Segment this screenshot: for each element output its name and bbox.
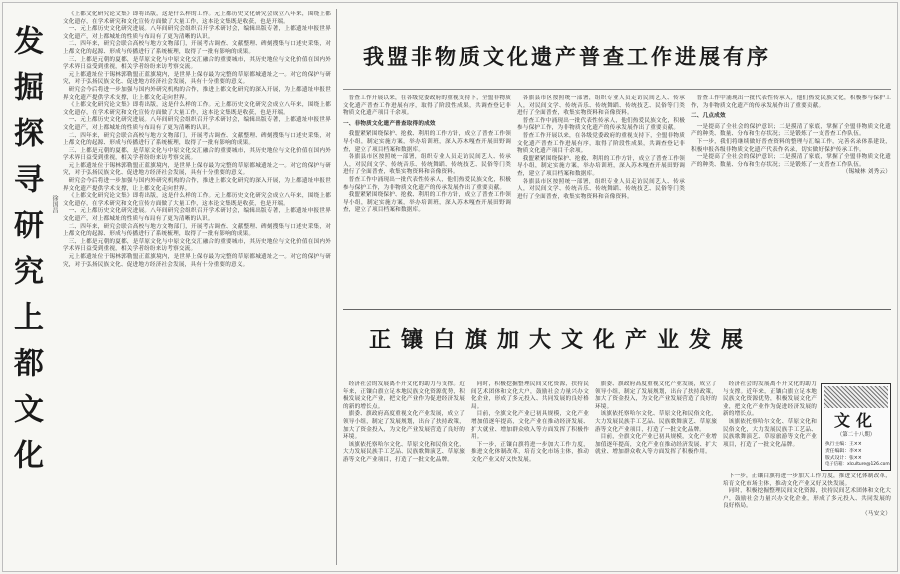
newspaper-page — [2, 2, 898, 572]
paragraph: 普查工作中涌现出一批代表性传承人，他们热爱民族文化，积极参与保护工作，为非物质文化遗产的传承发展作出了重要贡献。 — [691, 95, 891, 109]
paragraph: 经济社会的发展离不开文化的助力与支撑。近年来，正镶白旗立足本地民族文化资源优势，积极发展文化产业，把文化产业作为促进经济发展的新的增长点。 — [343, 381, 465, 410]
paragraph: 元上都遗址位于锡林郭勒盟正蓝旗境内，是世界上保存最为完整的草原都城遗址之一。对它的保护与研究，对于弘扬民族文化、促进地方经济社会发展，具有十分重要的意义。 — [63, 162, 331, 177]
paragraph: 目前，全旗文化产业已初具规模，文化产业增加值逐年提高，文化产业在推动经济发展、扩大就业、增加群众收入等方面发挥了积极作用。 — [595, 434, 717, 456]
paragraph: 该旗依托察哈尔文化、草原文化和民俗文化，大力发展民族手工艺品、民族歌舞演艺、草原旅游等文化产业项目，打造了一批文化品牌。 — [343, 441, 465, 463]
paragraph: 一是提高了全社会的保护意识；二是摸清了家底，掌握了全盟非物质文化遗产的种类、数量、分布和生存状况；三是锻炼了一支普查工作队伍。 — [691, 154, 891, 168]
top-article-col-3 — [691, 95, 891, 305]
paragraph: 旗委、旗政府高度重视文化产业发展，成立了领导小组，制定了发展规划，出台了扶持政策，加大了资金投入，为文化产业发展营造了良好的环境。 — [343, 411, 465, 441]
paragraph: 三、上都是元朝的夏都，是草原文化与中原文化交汇融合的重要城市，其历史地位与文化价值在国内外学术界日益受到重视，相关学者纷纷来访考察交流。 — [63, 147, 331, 162]
bottom-article-col-2 — [471, 381, 589, 567]
paragraph: 该旗依托察哈尔文化、草原文化和民俗文化，大力发展民族手工艺品、民族歌舞演艺、草原旅游等文化产业项目，打造了一批文化品牌。 — [723, 418, 817, 448]
paragraph: 一、元上都历史文化研究进展。八年间研究会组织召开学术研讨会，编辑出版专著，上都遗址申报世界文化遗产，对上都城址的性质与布局有了更为清晰的认识。 — [63, 208, 331, 223]
paragraph: 《上都文化研究论文集》即将出版，这是什么样的工作。元上都历史文化研究会成立八年来，围绕上都文化遗存，在学术研究和文化宣传方面做了大量工作，这本论文集既是收获，也是开端。 — [63, 11, 331, 25]
paragraph: 二、四年来，研究会联合高校与地方文物部门，开展考古调查、文献整理、碑刻搜集与口述史采集，对上都文化的起源、形成与传播进行了系统梳理，取得了一批有影响的成果。 — [63, 41, 331, 55]
bottom-article-col-3 — [595, 381, 717, 567]
paragraph: 各旗县市区按照统一部署，组织专业人员走访民间艺人、传承人，对民间文学、传统音乐、传统舞蹈、传统技艺、民俗等门类进行了全面普查，收集实物资料和音像资料。 — [343, 154, 511, 176]
subheading: 一、非物质文化遗产普查取得的成效 — [343, 120, 436, 127]
paragraph: 我盟紧紧围绕保护、抢救、利用的工作方针，成立了普查工作领导小组，制定实施方案，举办培训班，深入苏木嘎查开展田野调查，建立了项目档案和数据库。 — [517, 155, 685, 177]
title-rule — [343, 89, 891, 90]
signature: （马安文） — [862, 510, 891, 517]
top-article-col-1 — [343, 95, 511, 305]
top-article-col-2 — [517, 95, 685, 305]
paragraph: 该旗依托察哈尔文化、草原文化和民俗文化，大力发展民族手工艺品、民族歌舞演艺、草原旅游等文化产业项目，打造了一批文化品牌。 — [595, 411, 717, 433]
bottom-article-col-5 — [723, 381, 817, 469]
paragraph: 下一步，正镶白旗将进一步加大工作力度，推进文化体制改革，培育文化市场主体，推动文化产业又好又快发展。 — [471, 441, 589, 463]
column-divider — [336, 9, 337, 565]
paragraph: 下一步，正镶白旗将进一步加大工作力度，推进文化体制改革，培育文化市场主体，推动文化产业又好又快发展。 — [723, 473, 891, 487]
bottom-article-col-1 — [343, 381, 465, 567]
paragraph: 元上都遗址位于锡林郭勒盟正蓝旗境内，是世界上保存最为完整的草原都城遗址之一。对它的保护与研究，对于弘扬民族文化、促进地方经济社会发展，具有十分重要的意义。 — [63, 254, 331, 268]
paragraph: 各旗县市区按照统一部署，组织专业人员走访民间艺人、传承人，对民间文学、传统音乐、传统舞蹈、传统技艺、民俗等门类进行了全面普查，收集实物资料和音像资料。 — [517, 178, 685, 200]
decorative-pattern — [824, 386, 888, 408]
editor-line: 版式设计：张×× — [825, 456, 862, 461]
masthead-title: 文化 — [833, 411, 878, 430]
editor-line: 责任编辑：李×× — [825, 449, 862, 454]
bottom-article-col-4 — [723, 473, 891, 567]
paragraph: 三、上都是元朝的夏都，是草原文化与中原文化交汇融合的重要城市，其历史地位与文化价值在国内外学术界日益受到重视，相关学者纷纷来访考察交流。 — [63, 238, 331, 253]
paragraph: 同时，积极挖掘整理民间文化资源，扶持民间艺术团体和文化大户，鼓励社会力量兴办文化企业，形成了多元投入、共同发展的良好格局。 — [723, 488, 891, 510]
subheading: 二、几点成效 — [691, 113, 726, 120]
culture-masthead-box — [821, 383, 891, 471]
paragraph: 一是提高了全社会的保护意识；二是摸清了家底，掌握了全盟非物质文化遗产的种类、数量、分布和生存状况；三是锻炼了一支普查工作队伍。 — [691, 123, 891, 138]
paragraph: 目前，全旗文化产业已初具规模，文化产业增加值逐年提高，文化产业在推动经济发展、扩大就业、增加群众收入等方面发挥了积极作用。 — [471, 411, 589, 441]
editor-line: 电子信箱：xlculture@126.com — [825, 462, 890, 467]
bottom-article-title: 正镶白旗加大文化产业发展 — [369, 328, 754, 353]
paragraph: 《上都文化研究论文集》即将出版，这是什么样的工作。元上都历史文化研究会成立八年来，围绕上都文化遗存，在学术研究和文化宣传方面做了大量工作，这本论文集既是收获，也是开端。 — [63, 102, 331, 116]
paragraph: 研究会今后将进一步加强与国内外研究机构的合作，推进上都文化研究的深入开展，为上都遗址申报世界文化遗产提供学术支撑，让上都文化走向世界。 — [63, 178, 331, 192]
paragraph: 下一步，我们将继续做好普查资料的整理与汇编工作，完善名录体系建设，积极申报各级非物质文化遗产代表作名录，切实做好保护传承工作。 — [691, 138, 891, 153]
paragraph: 普查工作开展以来，在各级党委政府的重视支持下，全盟非物质文化遗产普查工作进展有序，取得了阶段性成果，共调查登记非物质文化遗产项目千余项。 — [517, 132, 685, 155]
left-article-byline: 徐国昌 — [51, 195, 58, 213]
left-article-body — [63, 11, 331, 566]
paragraph: 《上都文化研究论文集》即将出版，这是什么样的工作。元上都历史文化研究会成立八年来，围绕上都文化遗存，在学术研究和文化宣传方面做了大量工作，这本论文集既是收获，也是开端。 — [63, 193, 331, 207]
editor-line: 执行主编：王×× — [825, 442, 862, 447]
paragraph: 一、元上都历史文化研究进展。八年间研究会组织召开学术研讨会，编辑出版专著，上都遗址申报世界文化遗产，对上都城址的性质与布局有了更为清晰的认识。 — [63, 26, 331, 40]
issue-number: （第二十八期） — [836, 432, 876, 438]
paragraph: 二、四年来，研究会联合高校与地方文物部门，开展考古调查、文献整理、碑刻搜集与口述史采集，对上都文化的起源、形成与传播进行了系统梳理，取得了一批有影响的成果。 — [63, 223, 331, 238]
paragraph: 二、四年来，研究会联合高校与地方文物部门，开展考古调查、文献整理、碑刻搜集与口述史采集，对上都文化的起源、形成与传播进行了系统梳理，取得了一批有影响的成果。 — [63, 132, 331, 147]
paragraph: 同时，积极挖掘整理民间文化资源，扶持民间艺术团体和文化大户，鼓励社会力量兴办文化企业，形成了多元投入、共同发展的良好格局。 — [471, 381, 589, 410]
paragraph: 普查工作中涌现出一批代表性传承人，他们热爱民族文化，积极参与保护工作，为非物质文化遗产的传承发展作出了重要贡献。 — [517, 117, 685, 132]
paragraph: 元上都遗址位于锡林郭勒盟正蓝旗境内，是世界上保存最为完整的草原都城遗址之一。对它的保护与研究，对于弘扬民族文化、促进地方经济社会发展，具有十分重要的意义。 — [63, 71, 331, 86]
paragraph: 一、元上都历史文化研究进展。八年间研究会组织召开学术研讨会，编辑出版专著，上都遗址申报世界文化遗产，对上都城址的性质与布局有了更为清晰的认识。 — [63, 117, 331, 131]
paragraph: 旗委、旗政府高度重视文化产业发展，成立了领导小组，制定了发展规划，出台了扶持政策，加大了资金投入，为文化产业发展营造了良好的环境。 — [595, 381, 717, 410]
paragraph: 我盟紧紧围绕保护、抢救、利用的工作方针，成立了普查工作领导小组，制定实施方案，举办培训班，深入苏木嘎查开展田野调查，建立了项目档案和数据库。 — [343, 131, 511, 153]
paragraph: 我盟紧紧围绕保护、抢救、利用的工作方针，成立了普查工作领导小组，制定实施方案，举办培训班，深入苏木嘎查开展田野调查，建立了项目档案和数据库。 — [343, 192, 511, 214]
section-rule — [343, 309, 891, 310]
left-article-title: 发掘探寻研究上都文化 — [8, 25, 43, 485]
paragraph: 各旗县市区按照统一部署，组织专业人员走访民间艺人、传承人，对民间文学、传统音乐、传统舞蹈、传统技艺、民俗等门类进行了全面普查，收集实物资料和音像资料。 — [517, 95, 685, 117]
paragraph: 普查工作开展以来，在各级党委政府的重视支持下，全盟非物质文化遗产普查工作进展有序，取得了阶段性成果，共调查登记非物质文化遗产项目千余项。 — [343, 95, 511, 117]
signature: （锡城林 刘秀云） — [842, 169, 891, 176]
top-article-title: 我盟非物质文化遗产普查工作进展有序 — [363, 45, 771, 69]
paragraph: 研究会今后将进一步加强与国内外研究机构的合作，推进上都文化研究的深入开展，为上都遗址申报世界文化遗产提供学术支撑，让上都文化走向世界。 — [63, 86, 331, 101]
paragraph: 经济社会的发展离不开文化的助力与支撑。近年来，正镶白旗立足本地民族文化资源优势，积极发展文化产业，把文化产业作为促进经济发展的新的增长点。 — [723, 381, 817, 418]
paragraph: 普查工作中涌现出一批代表性传承人，他们热爱民族文化，积极参与保护工作，为非物质文化遗产的传承发展作出了重要贡献。 — [343, 176, 511, 191]
paragraph: 三、上都是元朝的夏都，是草原文化与中原文化交汇融合的重要城市，其历史地位与文化价值在国内外学术界日益受到重视，相关学者纷纷来访考察交流。 — [63, 56, 331, 71]
